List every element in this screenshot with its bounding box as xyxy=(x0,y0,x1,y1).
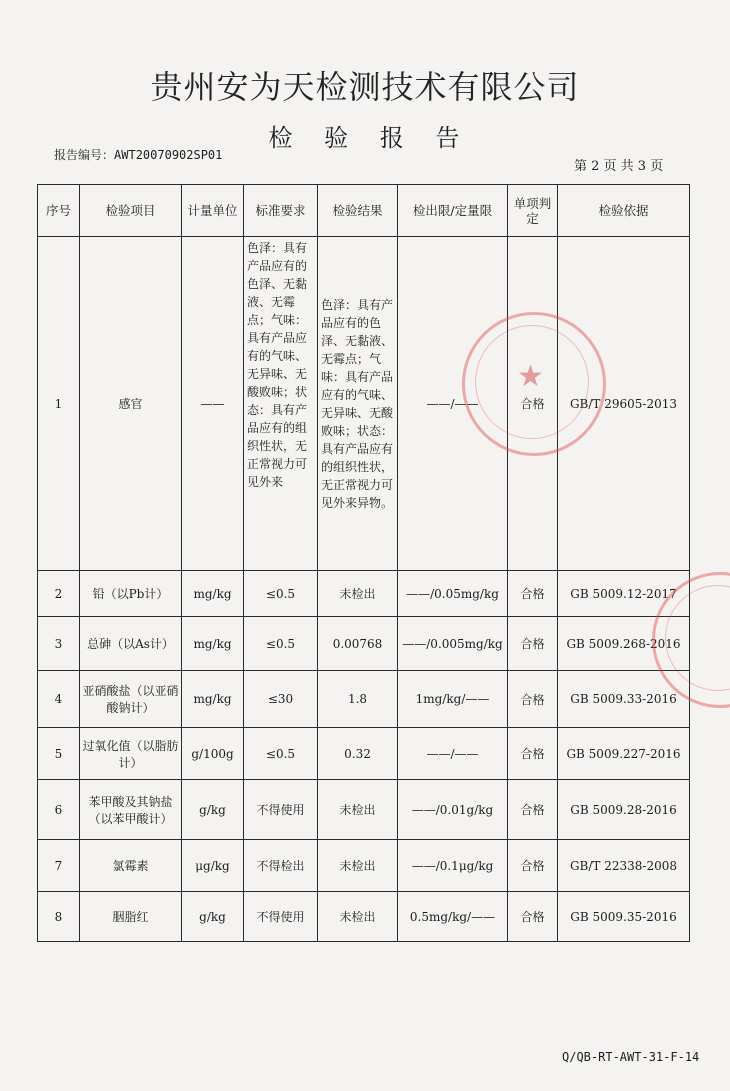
page-indicator: 第 2 页 共 3 页 xyxy=(574,159,664,174)
judgement: 合格 xyxy=(508,571,558,617)
header-cell: 检验项目 xyxy=(80,185,182,237)
detection-limit: ——/0.005mg/kg xyxy=(398,617,508,671)
unit: g/kg xyxy=(182,892,244,942)
table-row xyxy=(38,671,690,728)
header-cell: 单项判定 xyxy=(508,185,558,237)
result: 0.32 xyxy=(318,728,398,780)
detection-limit: 1mg/kg/—— xyxy=(398,671,508,728)
unit: —— xyxy=(182,237,244,571)
detection-limit: ——/—— xyxy=(398,237,508,571)
test-item: 感官 xyxy=(80,237,182,571)
basis: GB/T 29605-2013 xyxy=(558,237,690,571)
detection-limit: ——/0.1μg/kg xyxy=(398,840,508,892)
table-header-row xyxy=(38,185,690,237)
report-number-label: 报告编号： xyxy=(54,148,115,162)
row-number: 4 xyxy=(38,671,80,728)
judgement: 合格 xyxy=(508,892,558,942)
header-cell: 计量单位 xyxy=(182,185,244,237)
test-item: 苯甲酸及其钠盐（以苯甲酸计） xyxy=(80,780,182,840)
basis: GB/T 22338-2008 xyxy=(558,840,690,892)
table-row xyxy=(38,237,690,571)
result: 1.8 xyxy=(318,671,398,728)
result: 未检出 xyxy=(318,780,398,840)
row-number: 3 xyxy=(38,617,80,671)
detection-limit: ——/—— xyxy=(398,728,508,780)
results-table xyxy=(37,184,690,942)
row-number: 2 xyxy=(38,571,80,617)
form-code: Q/QB-RT-AWT-31-F-14 xyxy=(562,1050,700,1064)
report-number-value: AWT20070902SP01 xyxy=(114,148,223,162)
unit: mg/kg xyxy=(182,617,244,671)
test-item: 总砷（以As计） xyxy=(80,617,182,671)
result: 色泽：具有产品应有的色泽、无黏液、无霉点；气味：具有产品应有的气味、无异味、无酸败味；状态：具有产品应有的组织性状，无正常视力可见外来异物。 xyxy=(318,237,398,571)
test-item: 亚硝酸盐（以亚硝酸钠计） xyxy=(80,671,182,728)
result: 未检出 xyxy=(318,840,398,892)
table-row xyxy=(38,780,690,840)
result: 0.00768 xyxy=(318,617,398,671)
detection-limit: 0.5mg/kg/—— xyxy=(398,892,508,942)
header-cell: 序号 xyxy=(38,185,80,237)
basis: GB 5009.12-2017 xyxy=(558,571,690,617)
header-cell: 检验依据 xyxy=(558,185,690,237)
requirement: ≤0.5 xyxy=(244,728,318,780)
unit: mg/kg xyxy=(182,671,244,728)
test-item: 胭脂红 xyxy=(80,892,182,942)
seal-star-icon: ★ xyxy=(517,359,544,394)
detection-limit: ——/0.01g/kg xyxy=(398,780,508,840)
result: 未检出 xyxy=(318,892,398,942)
requirement: ≤30 xyxy=(244,671,318,728)
report-number xyxy=(54,146,222,163)
company-name: 贵州安为天检测技术有限公司 xyxy=(150,68,580,106)
requirement: ≤0.5 xyxy=(244,571,318,617)
row-number: 7 xyxy=(38,840,80,892)
table-row xyxy=(38,571,690,617)
requirement: 色泽：具有产品应有的色泽、无黏液、无霉点；气味：具有产品应有的气味、无异味、无酸败味；状态：具有产品应有的组织性状，无正常视力可见外来 xyxy=(244,237,318,571)
test-item: 铅（以Pb计） xyxy=(80,571,182,617)
requirement: 不得检出 xyxy=(244,840,318,892)
unit: mg/kg xyxy=(182,571,244,617)
table-row xyxy=(38,840,690,892)
judgement: 合格 xyxy=(508,617,558,671)
basis: GB 5009.28-2016 xyxy=(558,780,690,840)
test-item: 氯霉素 xyxy=(80,840,182,892)
requirement: 不得使用 xyxy=(244,780,318,840)
detection-limit: ——/0.05mg/kg xyxy=(398,571,508,617)
judgement: 合格 xyxy=(508,237,558,571)
unit: g/100g xyxy=(182,728,244,780)
row-number: 8 xyxy=(38,892,80,942)
table-row xyxy=(38,617,690,671)
requirement: 不得使用 xyxy=(244,892,318,942)
basis: GB 5009.33-2016 xyxy=(558,671,690,728)
row-number: 1 xyxy=(38,237,80,571)
unit: g/kg xyxy=(182,780,244,840)
judgement: 合格 xyxy=(508,780,558,840)
result: 未检出 xyxy=(318,571,398,617)
basis: GB 5009.268-2016 xyxy=(558,617,690,671)
requirement: ≤0.5 xyxy=(244,617,318,671)
judgement: 合格 xyxy=(508,728,558,780)
unit: μg/kg xyxy=(182,840,244,892)
table-row xyxy=(38,892,690,942)
document-title: 检 验 报 告 xyxy=(268,124,472,152)
test-item: 过氧化值（以脂肪计） xyxy=(80,728,182,780)
judgement: 合格 xyxy=(508,671,558,728)
judgement: 合格 xyxy=(508,840,558,892)
row-number: 6 xyxy=(38,780,80,840)
header-cell: 标准要求 xyxy=(244,185,318,237)
header-cell: 检验结果 xyxy=(318,185,398,237)
row-number: 5 xyxy=(38,728,80,780)
header-cell: 检出限/定量限 xyxy=(398,185,508,237)
table-row xyxy=(38,728,690,780)
basis: GB 5009.227-2016 xyxy=(558,728,690,780)
basis: GB 5009.35-2016 xyxy=(558,892,690,942)
